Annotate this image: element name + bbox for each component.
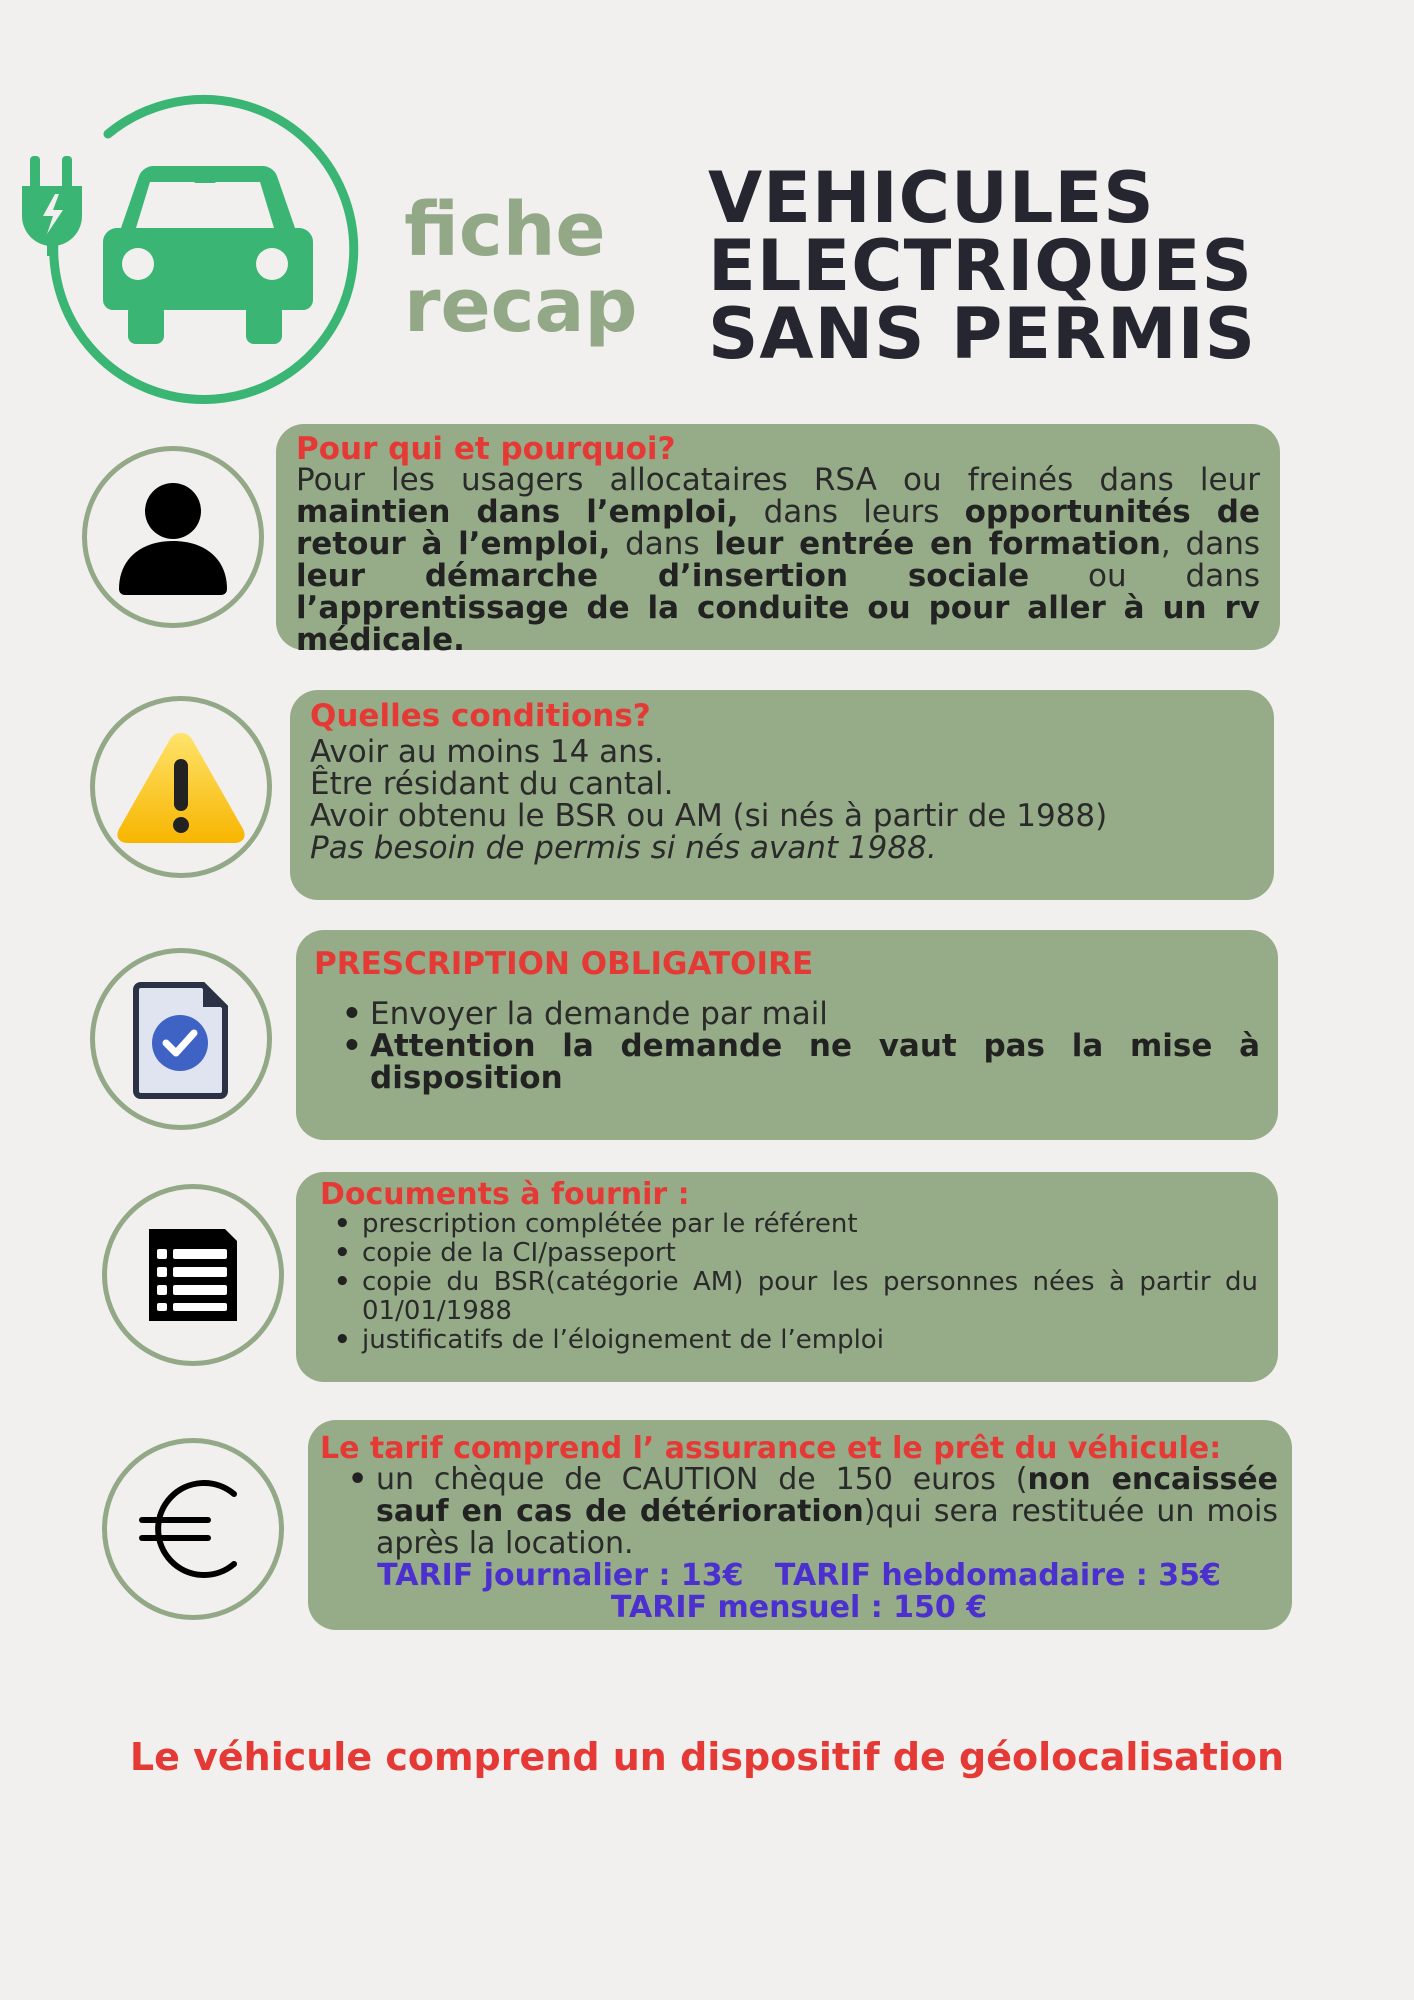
list-item: • copie de la CI/passeport	[362, 1239, 1258, 1268]
section-documents	[296, 1172, 1278, 1382]
section-tarif	[308, 1420, 1292, 1630]
prescription-list	[314, 998, 1260, 1094]
list-item: • prescription complétée par le référent	[362, 1210, 1258, 1239]
tarif-list	[320, 1464, 1278, 1560]
tarif-monthly: TARIF mensuel : 150 €	[610, 1590, 988, 1625]
section-documents-heading: Documents à fournir :	[320, 1177, 690, 1212]
condition-residence: Être résidant du cantal.	[310, 766, 674, 802]
section-conditions	[290, 690, 1274, 900]
car-icon	[103, 166, 313, 344]
section-who-why	[276, 424, 1280, 658]
plug-icon	[22, 156, 82, 256]
geolocation-notice: Le véhicule comprend un dispositif de géolocalisation	[129, 1735, 1285, 1779]
section-tarif-heading: Le tarif comprend l’ assurance et le prêt du véhicule:	[320, 1431, 1222, 1466]
list-item: • un chèque de CAUTION de 150 euros (non encaissée sauf en cas de détérioration)qui sera restituée un mois après la location.	[376, 1464, 1278, 1560]
list-item: • justificatifs de l’éloignement de l’emploi	[362, 1326, 1258, 1355]
title-line-2: ELECTRIQUES	[708, 225, 1253, 307]
document-list-icon-circle	[102, 1184, 284, 1366]
title-line-3: SANS PERMIS	[708, 293, 1257, 375]
condition-bsr: Avoir obtenu le BSR ou AM (si nés à partir de 1988)	[310, 798, 1108, 834]
document-check-icon-circle	[90, 948, 272, 1130]
condition-no-license: Pas besoin de permis si nés avant 1988.	[310, 830, 937, 866]
section-who-why-body: Pour les usagers allocataires RSA ou freinés dans leur maintien dans l’emploi, dans leurs opportunités de retour à l’emploi, dans leur entrée en formation, dans leur démarche d’insertion sociale ou dans l’apprentissage de la conduite ou pour aller à un rv médicale.	[296, 462, 1261, 658]
section-who-why-heading: Pour qui et pourquoi?	[296, 431, 676, 467]
document-check-icon	[131, 979, 231, 1099]
title-line-1: VEHICULES	[708, 157, 1155, 239]
condition-age: Avoir au moins 14 ans.	[310, 734, 664, 770]
section-prescription	[296, 930, 1278, 1140]
list-item: • Envoyer la demande par mail	[370, 998, 1260, 1030]
list-item: • Attention la demande ne vaut pas la mise à disposition	[370, 1030, 1260, 1094]
euro-icon-circle	[102, 1438, 284, 1620]
page-title	[708, 157, 1257, 375]
tarif-daily-weekly: TARIF journalier : 13€ TARIF hebdomadaire : 35€	[377, 1558, 1221, 1593]
section-conditions-heading: Quelles conditions?	[310, 698, 651, 734]
euro-icon	[138, 1474, 248, 1584]
section-prescription-heading: PRESCRIPTION OBLIGATOIRE	[314, 946, 814, 982]
document-list-icon	[143, 1225, 243, 1325]
warning-icon	[114, 727, 248, 847]
list-item: • copie du BSR(catégorie AM) pour les personnes nées à partir du 01/01/1988	[362, 1268, 1258, 1326]
person-icon-circle	[82, 446, 264, 628]
electric-car-logo	[22, 86, 382, 416]
person-icon	[113, 477, 233, 597]
documents-list	[320, 1210, 1258, 1355]
fiche-recap-label: fiche recap	[404, 187, 638, 349]
warning-icon-circle	[90, 696, 272, 878]
